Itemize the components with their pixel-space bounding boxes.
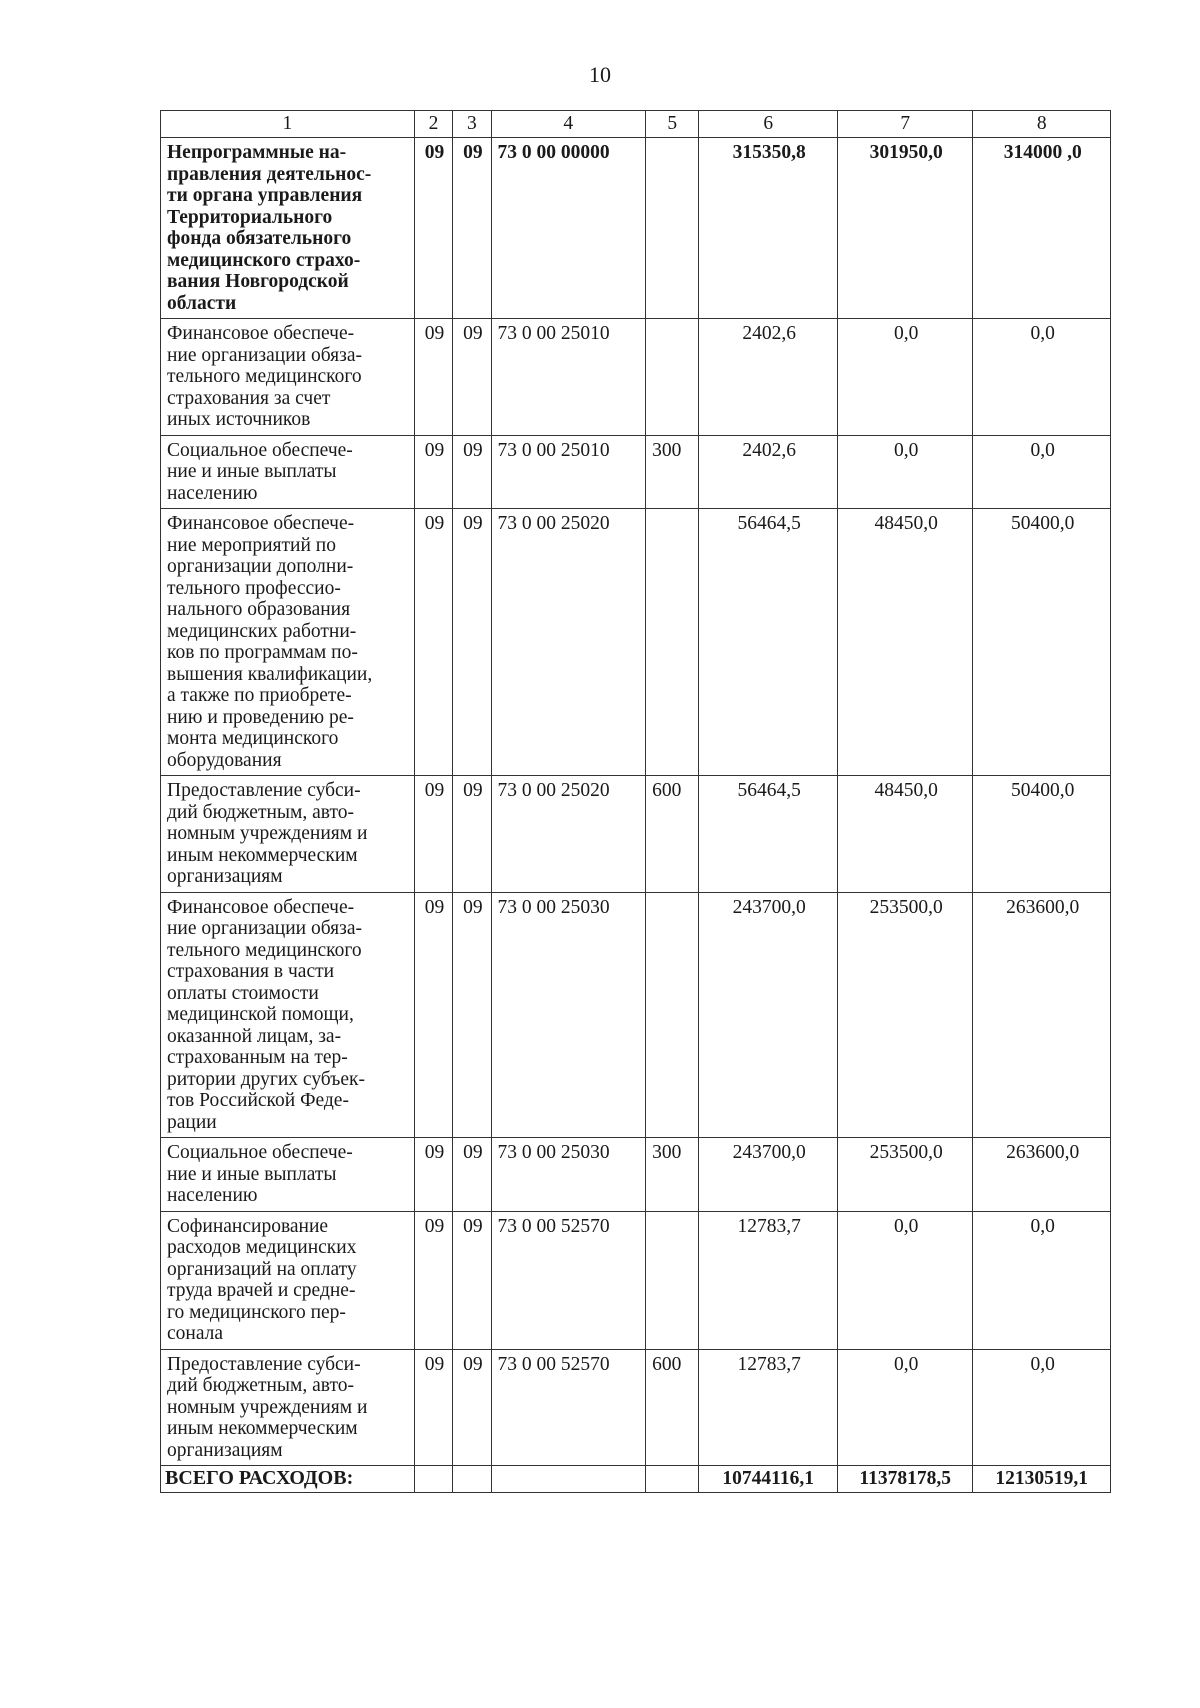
expense-type-code <box>646 1211 699 1349</box>
header-row <box>161 111 1111 138</box>
column-header-4: 4 <box>491 111 646 138</box>
subsection-code: 09 <box>453 319 491 436</box>
subsection-code: 09 <box>453 1138 491 1212</box>
amount-col-8: 263600,0 <box>973 1138 1111 1212</box>
amount-col-8: 50400,0 <box>973 509 1111 776</box>
amount-col-7: 253500,0 <box>837 892 972 1138</box>
table-row <box>161 509 1111 776</box>
amount-col-8: 50400,0 <box>973 776 1111 893</box>
amount-col-8: 314000 ,0 <box>973 138 1111 319</box>
table-body <box>161 138 1111 1493</box>
subsection-code: 09 <box>453 1349 491 1466</box>
item-name: Предоставление субси- дий бюджетным, авто- номным учреждениям и иным некоммерческим организациям <box>161 776 415 893</box>
total-row <box>161 1466 1111 1493</box>
table-header <box>161 111 1111 138</box>
column-header-5: 5 <box>646 111 699 138</box>
amount-col-8: 0,0 <box>973 1349 1111 1466</box>
section-code: 09 <box>414 1211 452 1349</box>
column-header-3: 3 <box>453 111 491 138</box>
amount-col-7: 48450,0 <box>837 509 972 776</box>
amount-col-7: 0,0 <box>837 1349 972 1466</box>
target-article-code: 73 0 00 25030 <box>491 892 646 1138</box>
subsection-code: 09 <box>453 509 491 776</box>
expense-type-code <box>646 319 699 436</box>
amount-col-8: 263600,0 <box>973 892 1111 1138</box>
subsection-code: 09 <box>453 1211 491 1349</box>
subsection-code: 09 <box>453 776 491 893</box>
column-header-7: 7 <box>837 111 972 138</box>
expense-type-code: 300 <box>646 1138 699 1212</box>
amount-col-6: 56464,5 <box>699 776 838 893</box>
subsection-code: 09 <box>453 138 491 319</box>
section-code: 09 <box>414 138 452 319</box>
amount-col-8: 0,0 <box>973 435 1111 509</box>
item-name: Непрограммные на- правления деятельнос- ти органа управления Территориального фонда обязательного медицинского страхо- вания Новгородской области <box>161 138 415 319</box>
target-article-code: 73 0 00 25010 <box>491 435 646 509</box>
table-row <box>161 138 1111 319</box>
total-col-7: 11378178,5 <box>837 1466 972 1493</box>
section-code: 09 <box>414 509 452 776</box>
amount-col-6: 56464,5 <box>699 509 838 776</box>
target-article-code: 73 0 00 52570 <box>491 1211 646 1349</box>
column-header-8: 8 <box>973 111 1111 138</box>
amount-col-8: 0,0 <box>973 1211 1111 1349</box>
amount-col-7: 0,0 <box>837 435 972 509</box>
subsection-code: 09 <box>453 892 491 1138</box>
item-name: Софинансирование расходов медицинских организаций на оплату труда врачей и средне- го медицинского пер- сонала <box>161 1211 415 1349</box>
amount-col-7: 253500,0 <box>837 1138 972 1212</box>
item-name: Финансовое обеспече- ние организации обяза- тельного медицинского страхования в части оплаты стоимости медицинской помощи, оказанной лицам, за- страхованным на тер- ритории других субъек- тов Российской Феде- рации <box>161 892 415 1138</box>
target-article-code: 73 0 00 00000 <box>491 138 646 319</box>
amount-col-7: 0,0 <box>837 319 972 436</box>
expense-type-code: 600 <box>646 1349 699 1466</box>
amount-col-6: 315350,8 <box>699 138 838 319</box>
page-number: 10 <box>589 62 611 87</box>
amount-col-7: 48450,0 <box>837 776 972 893</box>
total-col-8: 12130519,1 <box>973 1466 1111 1493</box>
section-code: 09 <box>414 1138 452 1212</box>
amount-col-7: 301950,0 <box>837 138 972 319</box>
amount-col-6: 2402,6 <box>699 435 838 509</box>
target-article-code: 73 0 00 25020 <box>491 509 646 776</box>
amount-col-6: 12783,7 <box>699 1349 838 1466</box>
amount-col-8: 0,0 <box>973 319 1111 436</box>
empty-cell <box>414 1466 452 1493</box>
expense-type-code <box>646 138 699 319</box>
item-name: Предоставление субси- дий бюджетным, авто- номным учреждениям и иным некоммерческим организациям <box>161 1349 415 1466</box>
subsection-code: 09 <box>453 435 491 509</box>
table-row <box>161 892 1111 1138</box>
amount-col-6: 12783,7 <box>699 1211 838 1349</box>
table-row <box>161 1138 1111 1212</box>
target-article-code: 73 0 00 25020 <box>491 776 646 893</box>
empty-cell <box>646 1466 699 1493</box>
empty-cell <box>453 1466 491 1493</box>
expense-type-code: 600 <box>646 776 699 893</box>
amount-col-7: 0,0 <box>837 1211 972 1349</box>
expense-type-code: 300 <box>646 435 699 509</box>
target-article-code: 73 0 00 25030 <box>491 1138 646 1212</box>
table-row <box>161 776 1111 893</box>
item-name: Социальное обеспече- ние и иные выплаты населению <box>161 1138 415 1212</box>
section-code: 09 <box>414 776 452 893</box>
expenditure-table <box>160 110 1111 1493</box>
section-code: 09 <box>414 892 452 1138</box>
table-row <box>161 1211 1111 1349</box>
target-article-code: 73 0 00 52570 <box>491 1349 646 1466</box>
column-header-2: 2 <box>414 111 452 138</box>
table-row <box>161 435 1111 509</box>
column-header-6: 6 <box>699 111 838 138</box>
item-name: Финансовое обеспече- ние мероприятий по организации дополни- тельного профессио- нального образования медицинских работни- ков по программам по- вышения квалификации, а также по приобрете- нию и проведению ре- монта медицинского оборудования <box>161 509 415 776</box>
column-header-1: 1 <box>161 111 415 138</box>
empty-cell <box>491 1466 646 1493</box>
section-code: 09 <box>414 1349 452 1466</box>
total-col-6: 10744116,1 <box>699 1466 838 1493</box>
amount-col-6: 243700,0 <box>699 1138 838 1212</box>
table-row <box>161 319 1111 436</box>
total-label: ВСЕГО РАСХОДОВ: <box>161 1466 415 1493</box>
section-code: 09 <box>414 319 452 436</box>
amount-col-6: 243700,0 <box>699 892 838 1138</box>
expense-type-code <box>646 892 699 1138</box>
item-name: Финансовое обеспече- ние организации обяза- тельного медицинского страхования за счет иных источников <box>161 319 415 436</box>
section-code: 09 <box>414 435 452 509</box>
item-name: Социальное обеспече- ние и иные выплаты населению <box>161 435 415 509</box>
table-row <box>161 1349 1111 1466</box>
expense-type-code <box>646 509 699 776</box>
amount-col-6: 2402,6 <box>699 319 838 436</box>
target-article-code: 73 0 00 25010 <box>491 319 646 436</box>
